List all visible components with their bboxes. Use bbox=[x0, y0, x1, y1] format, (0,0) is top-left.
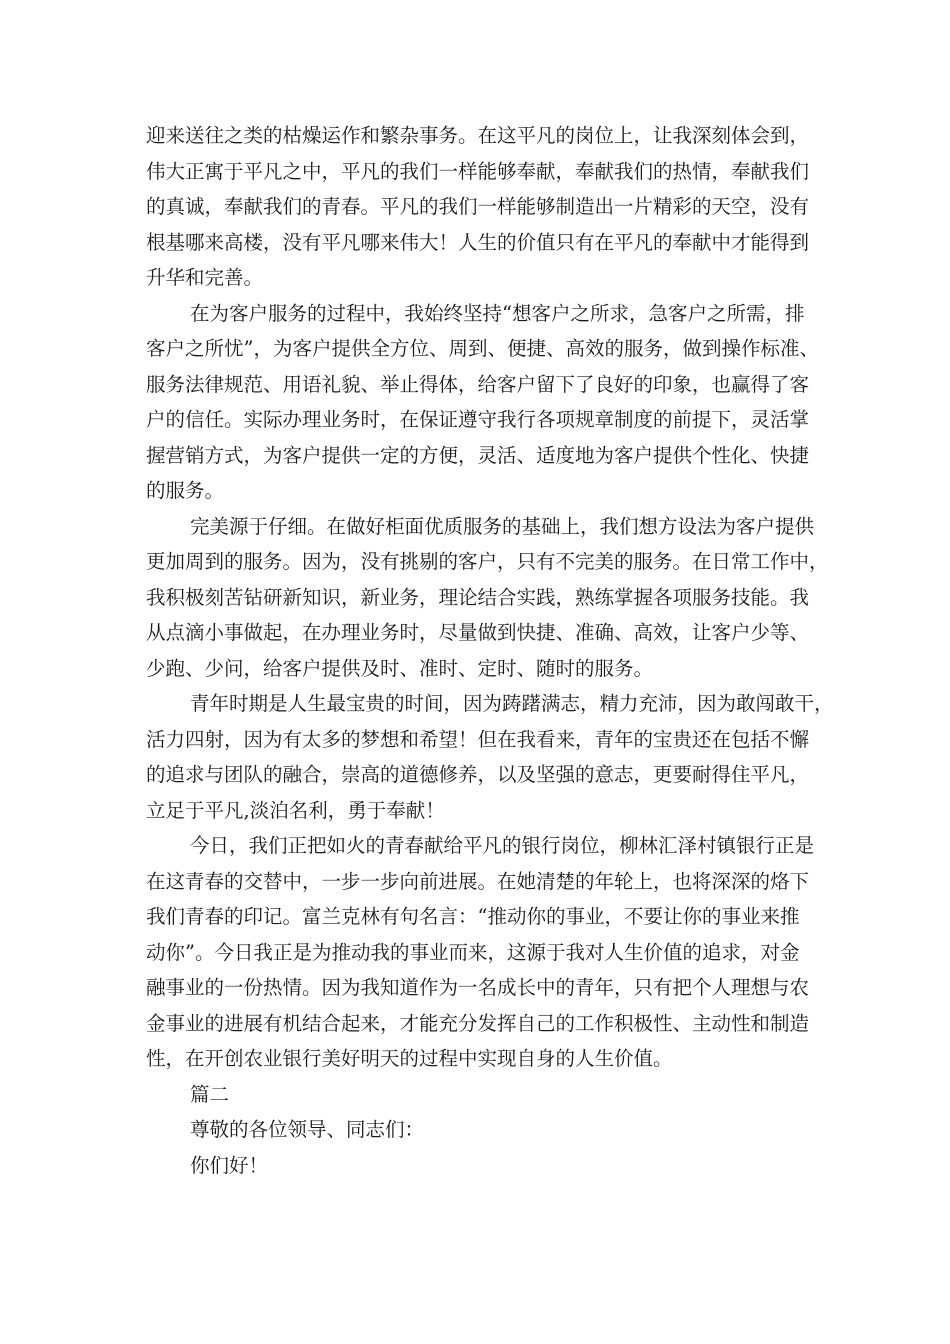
paragraph bbox=[146, 296, 818, 509]
text-line: 迎来送往之类的枯燥运作和繁杂事务。在这平凡的岗位上，让我深刻体会到， bbox=[146, 124, 810, 147]
text-line: 更加周到的服务。因为，没有挑剔的客户，只有不完美的服务。在日常工作中， bbox=[146, 550, 829, 573]
text-line: 从点滴小事做起，在办理业务时，尽量做到快捷、准确、高效，让客户少等、 bbox=[146, 621, 810, 644]
text-line: 根基哪来高楼，没有平凡哪来伟大！人生的价值只有在平凡的奉献中才能得到 bbox=[146, 230, 810, 254]
paragraph bbox=[146, 1148, 818, 1184]
paragraph bbox=[146, 828, 818, 1077]
text-line: 你们好！ bbox=[190, 1153, 269, 1177]
text-line: 的服务。 bbox=[146, 479, 225, 502]
text-line: 服务法律规范、用语礼貌、举止得体，给客户留下了良好的印象，也赢得了客 bbox=[146, 372, 810, 396]
text-line: 青年时期是人生最宝贵的时间，因为踌躇满志，精力充沛，因为敢闯敢干， bbox=[190, 692, 834, 715]
text-line: 的追求与团队的融合，崇高的道德修养，以及坚强的意志，更要耐得住平凡， bbox=[146, 763, 810, 786]
text-line: 握营销方式，为客户提供一定的方便，灵活、适度地为客户提供个性化、快捷 bbox=[146, 443, 810, 467]
text-line: 客户之所忧”，为客户提供全方位、周到、便捷、高效的服务，做到操作标准、 bbox=[146, 337, 819, 360]
text-line: 在为客户服务的过程中，我始终坚持“想客户之所求，急客户之所需，排 bbox=[190, 301, 805, 325]
text-line: 动你”。今日我正是为推动我的事业而来，这源于我对人生价值的追求，对金 bbox=[146, 940, 800, 964]
text-line: 活力四射，因为有太多的梦想和希望！但在我看来，青年的宝贵还在包括不懈 bbox=[146, 727, 810, 751]
paragraph bbox=[146, 118, 818, 296]
text-line: 立足于平凡,淡泊名利，勇于奉献！ bbox=[146, 798, 445, 822]
text-line: 少跑、少问，给客户提供及时、准时、定时、随时的服务。 bbox=[146, 656, 654, 680]
document-body bbox=[146, 118, 834, 1183]
text-line: 融事业的一份热情。因为我知道作为一名成长中的青年，只有把个人理想与农 bbox=[146, 976, 810, 999]
text-line: 金事业的进展有机结合起来，才能充分发挥自己的工作积极性、主动性和制造 bbox=[146, 1011, 810, 1035]
text-line: 升华和完善。 bbox=[146, 266, 264, 289]
text-line: 完美源于仔细。在做好柜面优质服务的基础上，我们想方设法为客户提供 bbox=[190, 514, 815, 538]
text-line: 我积极刻苦钻研新知识，新业务，理论结合实践，熟练掌握各项服务技能。我 bbox=[146, 585, 810, 609]
text-line: 在这青春的交替中，一步一步向前进展。在她清楚的年轮上，也将深深的烙下 bbox=[146, 869, 810, 893]
text-line: 性，在开创农业银行美好明天的过程中实现自身的人生价值。 bbox=[146, 1047, 673, 1070]
text-line: 的真诚，奉献我们的青春。平凡的我们一样能够制造出一片精彩的天空，没有 bbox=[146, 195, 810, 218]
text-line: 户的信任。实际办理业务时，在保证遵守我行各项规章制度的前提下，灵活掌 bbox=[146, 408, 810, 431]
paragraph bbox=[146, 509, 829, 687]
text-line: 篇二 bbox=[190, 1082, 230, 1106]
text-line: 今日，我们正把如火的青春献给平凡的银行岗位，柳林汇泽村镇银行正是 bbox=[190, 834, 815, 857]
text-line: 我们青春的印记。富兰克林有句名言：“推动你的事业，不要让你的事业来推 bbox=[146, 905, 800, 928]
paragraph bbox=[146, 1077, 818, 1113]
paragraph bbox=[146, 686, 834, 828]
text-line: 尊敬的各位领导、同志们： bbox=[190, 1118, 425, 1141]
paragraph bbox=[146, 1112, 818, 1148]
text-line: 伟大正寓于平凡之中，平凡的我们一样能够奉献，奉献我们的热情，奉献我们 bbox=[146, 159, 810, 183]
